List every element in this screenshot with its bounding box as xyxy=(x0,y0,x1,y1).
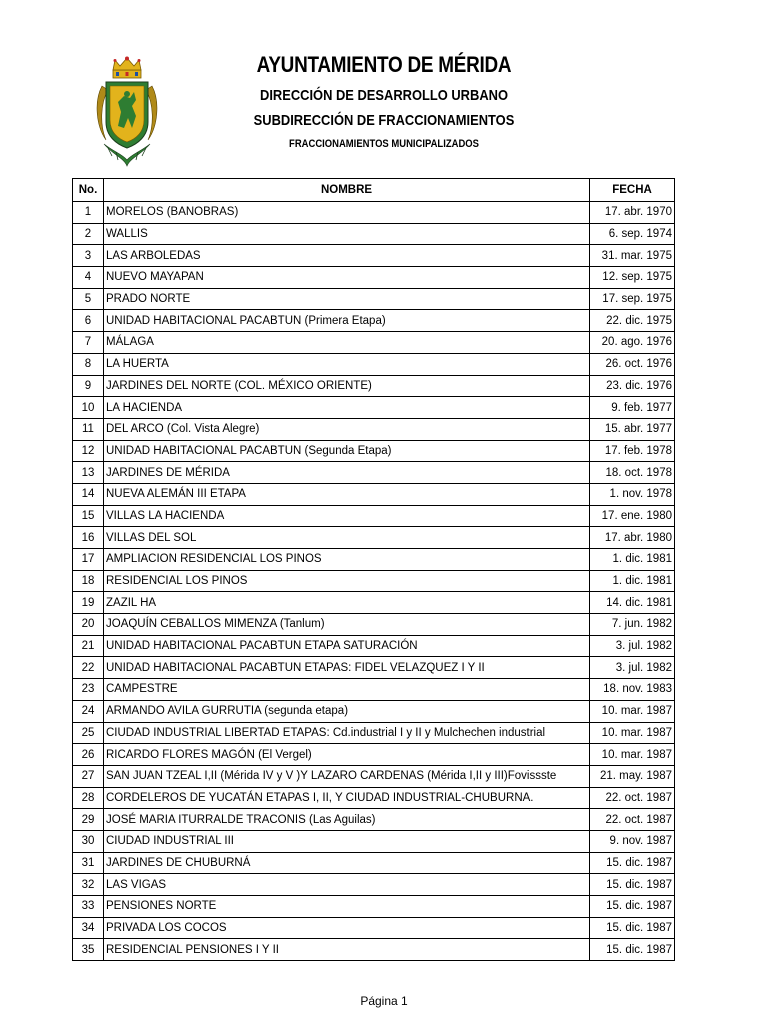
row-date: 21. may. 1987 xyxy=(590,765,675,787)
row-name: PRADO NORTE xyxy=(104,288,590,310)
row-date: 17. sep. 1975 xyxy=(590,288,675,310)
row-name: ARMANDO AVILA GURRUTIA (segunda etapa) xyxy=(104,700,590,722)
row-date: 17. abr. 1980 xyxy=(590,527,675,549)
table-row xyxy=(73,809,675,831)
table-row xyxy=(73,570,675,592)
page-number: Página 1 xyxy=(360,994,408,1008)
row-number: 24 xyxy=(73,700,104,722)
row-number: 28 xyxy=(73,787,104,809)
column-header-name: NOMBRE xyxy=(104,179,590,202)
row-number: 32 xyxy=(73,874,104,896)
table-row xyxy=(73,917,675,939)
row-number: 12 xyxy=(73,440,104,462)
row-date: 17. feb. 1978 xyxy=(590,440,675,462)
row-name: NUEVA ALEMÁN III ETAPA xyxy=(104,483,590,505)
column-header-no: No. xyxy=(73,179,104,202)
row-name: WALLIS xyxy=(104,223,590,245)
table-row xyxy=(73,418,675,440)
table-row xyxy=(73,722,675,744)
table-row xyxy=(73,874,675,896)
document-subtitle: FRACCIONAMIENTOS MUNICIPALIZADOS xyxy=(289,138,479,150)
row-date: 3. jul. 1982 xyxy=(590,635,675,657)
row-number: 10 xyxy=(73,397,104,419)
row-date: 10. mar. 1987 xyxy=(590,700,675,722)
row-date: 20. ago. 1976 xyxy=(590,332,675,354)
row-name: JOSÉ MARIA ITURRALDE TRACONIS (Las Aguilas) xyxy=(104,809,590,831)
row-number: 16 xyxy=(73,527,104,549)
row-name: UNIDAD HABITACIONAL PACABTUN ETAPA SATURACIÓN xyxy=(104,635,590,657)
row-name: RICARDO FLORES MAGÓN (El Vergel) xyxy=(104,744,590,766)
row-name: VILLAS DEL SOL xyxy=(104,527,590,549)
row-name: PRIVADA LOS COCOS xyxy=(104,917,590,939)
row-name: CIUDAD INDUSTRIAL LIBERTAD ETAPAS: Cd.industrial I y II y Mulchechen industrial xyxy=(104,722,590,744)
row-date: 10. mar. 1987 xyxy=(590,744,675,766)
row-date: 26. oct. 1976 xyxy=(590,353,675,375)
row-name: JARDINES DEL NORTE (COL. MÉXICO ORIENTE) xyxy=(104,375,590,397)
row-name: DEL ARCO (Col. Vista Alegre) xyxy=(104,418,590,440)
subdepartment-title: SUBDIRECCIÓN DE FRACCIONAMIENTOS xyxy=(253,112,515,129)
row-number: 18 xyxy=(73,570,104,592)
row-date: 22. oct. 1987 xyxy=(590,787,675,809)
department-title: DIRECCIÓN DE DESARROLLO URBANO xyxy=(260,87,508,104)
row-number: 15 xyxy=(73,505,104,527)
table-row xyxy=(73,202,675,224)
row-date: 9. feb. 1977 xyxy=(590,397,675,419)
row-date: 15. dic. 1987 xyxy=(590,939,675,961)
page-title: AYUNTAMIENTO DE MÉRIDA xyxy=(256,52,512,77)
table-row xyxy=(73,245,675,267)
row-name: LA HUERTA xyxy=(104,353,590,375)
table-row xyxy=(73,614,675,636)
row-date: 15. abr. 1977 xyxy=(590,418,675,440)
row-name: CAMPESTRE xyxy=(104,679,590,701)
row-number: 3 xyxy=(73,245,104,267)
row-number: 22 xyxy=(73,657,104,679)
row-number: 1 xyxy=(73,202,104,224)
row-name: UNIDAD HABITACIONAL PACABTUN (Segunda Etapa) xyxy=(104,440,590,462)
table-row xyxy=(73,353,675,375)
row-name: SAN JUAN TZEAL I,II (Mérida IV y V )Y LAZARO CARDENAS (Mérida I,II y III)Fovissste xyxy=(104,765,590,787)
row-number: 19 xyxy=(73,592,104,614)
table-row xyxy=(73,223,675,245)
row-number: 7 xyxy=(73,332,104,354)
row-date: 15. dic. 1987 xyxy=(590,852,675,874)
table-row xyxy=(73,440,675,462)
table-header-row xyxy=(73,179,675,202)
fraccionamientos-table xyxy=(72,178,675,961)
row-number: 21 xyxy=(73,635,104,657)
row-date: 6. sep. 1974 xyxy=(590,223,675,245)
table-row xyxy=(73,939,675,961)
row-number: 34 xyxy=(73,917,104,939)
row-number: 27 xyxy=(73,765,104,787)
row-number: 26 xyxy=(73,744,104,766)
row-date: 15. dic. 1987 xyxy=(590,917,675,939)
row-number: 2 xyxy=(73,223,104,245)
column-header-date: FECHA xyxy=(590,179,675,202)
row-number: 35 xyxy=(73,939,104,961)
row-number: 5 xyxy=(73,288,104,310)
row-number: 17 xyxy=(73,549,104,571)
row-number: 30 xyxy=(73,830,104,852)
table-row xyxy=(73,657,675,679)
row-number: 8 xyxy=(73,353,104,375)
row-date: 22. dic. 1975 xyxy=(590,310,675,332)
row-name: CORDELEROS DE YUCATÁN ETAPAS I, II, Y CIUDAD INDUSTRIAL-CHUBURNA. xyxy=(104,787,590,809)
table-row xyxy=(73,310,675,332)
row-number: 9 xyxy=(73,375,104,397)
row-name: LAS ARBOLEDAS xyxy=(104,245,590,267)
row-name: RESIDENCIAL LOS PINOS xyxy=(104,570,590,592)
table-row xyxy=(73,896,675,918)
row-date: 18. nov. 1983 xyxy=(590,679,675,701)
table-row xyxy=(73,462,675,484)
table-row xyxy=(73,505,675,527)
row-name: PENSIONES NORTE xyxy=(104,896,590,918)
row-date: 1. nov. 1978 xyxy=(590,483,675,505)
table-row xyxy=(73,549,675,571)
row-name: ZAZIL HA xyxy=(104,592,590,614)
row-number: 11 xyxy=(73,418,104,440)
row-name: JARDINES DE CHUBURNÁ xyxy=(104,852,590,874)
table-row xyxy=(73,592,675,614)
row-number: 23 xyxy=(73,679,104,701)
table-row xyxy=(73,830,675,852)
row-date: 9. nov. 1987 xyxy=(590,830,675,852)
row-date: 17. ene. 1980 xyxy=(590,505,675,527)
row-name: UNIDAD HABITACIONAL PACABTUN ETAPAS: FIDEL VELAZQUEZ I Y II xyxy=(104,657,590,679)
row-date: 23. dic. 1976 xyxy=(590,375,675,397)
row-date: 1. dic. 1981 xyxy=(590,549,675,571)
row-number: 14 xyxy=(73,483,104,505)
row-name: LA HACIENDA xyxy=(104,397,590,419)
row-number: 29 xyxy=(73,809,104,831)
row-date: 14. dic. 1981 xyxy=(590,592,675,614)
table-row xyxy=(73,332,675,354)
row-date: 18. oct. 1978 xyxy=(590,462,675,484)
row-name: VILLAS LA HACIENDA xyxy=(104,505,590,527)
table-row xyxy=(73,267,675,289)
row-date: 12. sep. 1975 xyxy=(590,267,675,289)
table-row xyxy=(73,765,675,787)
row-date: 15. dic. 1987 xyxy=(590,874,675,896)
table-row xyxy=(73,527,675,549)
row-name: UNIDAD HABITACIONAL PACABTUN (Primera Etapa) xyxy=(104,310,590,332)
row-date: 15. dic. 1987 xyxy=(590,896,675,918)
row-number: 25 xyxy=(73,722,104,744)
table-row xyxy=(73,852,675,874)
row-date: 10. mar. 1987 xyxy=(590,722,675,744)
row-date: 3. jul. 1982 xyxy=(590,657,675,679)
row-number: 31 xyxy=(73,852,104,874)
table-row xyxy=(73,787,675,809)
row-date: 22. oct. 1987 xyxy=(590,809,675,831)
row-date: 7. jun. 1982 xyxy=(590,614,675,636)
row-name: JOAQUÍN CEBALLOS MIMENZA (Tanlum) xyxy=(104,614,590,636)
row-name: JARDINES DE MÉRIDA xyxy=(104,462,590,484)
table-row xyxy=(73,483,675,505)
table-row xyxy=(73,635,675,657)
row-number: 20 xyxy=(73,614,104,636)
table-row xyxy=(73,744,675,766)
table-row xyxy=(73,679,675,701)
table-row xyxy=(73,375,675,397)
row-number: 13 xyxy=(73,462,104,484)
row-name: MÁLAGA xyxy=(104,332,590,354)
table-body xyxy=(73,202,675,961)
row-date: 17. abr. 1970 xyxy=(590,202,675,224)
row-name: MORELOS (BANOBRAS) xyxy=(104,202,590,224)
row-number: 4 xyxy=(73,267,104,289)
row-name: NUEVO MAYAPAN xyxy=(104,267,590,289)
table-row xyxy=(73,288,675,310)
row-date: 1. dic. 1981 xyxy=(590,570,675,592)
row-name: RESIDENCIAL PENSIONES I Y II xyxy=(104,939,590,961)
row-name: LAS VIGAS xyxy=(104,874,590,896)
table-row xyxy=(73,700,675,722)
row-number: 6 xyxy=(73,310,104,332)
row-name: AMPLIACION RESIDENCIAL LOS PINOS xyxy=(104,549,590,571)
row-date: 31. mar. 1975 xyxy=(590,245,675,267)
row-number: 33 xyxy=(73,896,104,918)
table-row xyxy=(73,397,675,419)
row-name: CIUDAD INDUSTRIAL III xyxy=(104,830,590,852)
